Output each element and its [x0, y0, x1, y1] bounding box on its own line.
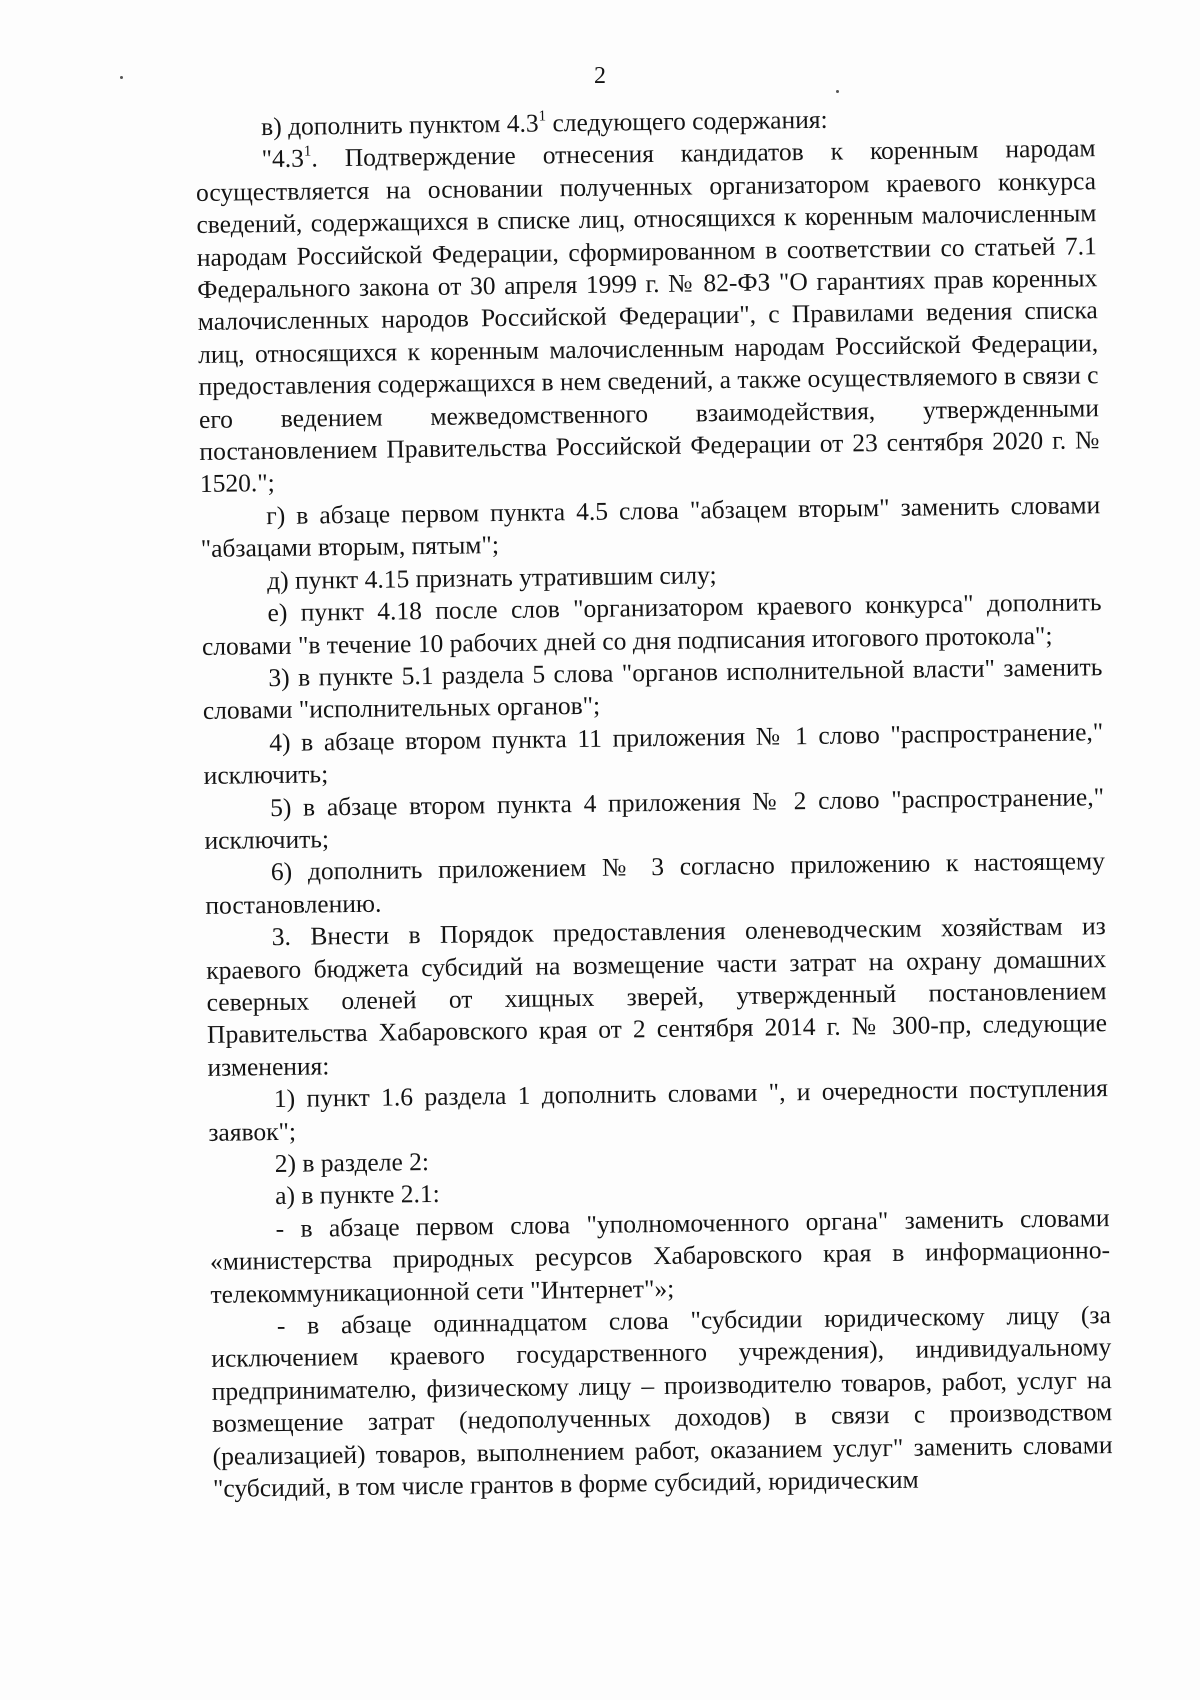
- paragraph-3-2: 2) в разделе 2:: [274, 1147, 430, 1179]
- paragraph-dash-1: - в абзаце первом слова "уполномоченного органа" заменить словами «министерства природных ресурсов Хабаровского края в информационно-телекоммуникационной сети "Интернет"»;: [209, 1202, 1111, 1309]
- scan-speck: [836, 90, 839, 93]
- paragraph-section-3: 3. Внести в Порядок предоставления оленеводческим хозяйствам из краевого бюджета субсидий на возмещение части затрат на охрану домашних северных оленей от хищных зверей, утвержденный постановлением Правительства Хабаровского края от 2 сентября 2014 г. № 300-пр, следующие изменения:: [206, 911, 1108, 1082]
- paragraph-4: 4) в абзаце втором пункта 11 приложения № 1 слово "распространение," исключить;: [203, 716, 1104, 791]
- scan-speck: [120, 76, 123, 79]
- paragraph-d: д) пункт 4.15 признать утратившим силу;: [266, 559, 717, 595]
- page-number: 2: [594, 63, 606, 89]
- superscript: 1: [303, 143, 312, 160]
- paragraph-dash-2: - в абзаце одиннадцатом слова "субсидии юридическому лицу (за исключением краевого государственного учреждения), индивидуальному предпринимателю, физическому лицу – производителю товаров, работ, услуг на возмещение затрат (недополученных доходов) в связи с производством (реализацией) товаров, выполнением работ, оказанием услуг" заменить словами "субсидий, в том числе грантов в форме субсидий, юридическим: [211, 1300, 1113, 1503]
- paragraph-5: 5) в абзаце втором пункта 4 приложения № 2 слово "распространение," исключить;: [204, 781, 1105, 855]
- paragraph-3-2-a: а) в пункте 2.1:: [275, 1179, 440, 1211]
- paragraph-3-1: 1) пункт 1.6 раздела 1 дополнить словами ", и очередности поступления заявок";: [208, 1073, 1109, 1147]
- paragraph-4-3-1: "$4.3^1$. Подтверждение отнесения кандидатов к коренным народам осуществляется на основании полученных организатором краевого конкурса сведений, содержащихся в списке лиц, относящихся к коренным малочисленным народам Российской Федерации, сформированном в соответствии со статьей 7.1 Федерального закона от 30 апреля 1999 г. № 82-ФЗ "О гарантиях прав коренных малочисленных народов Российской Федерации", с Правилами ведения списка лиц, относящихся к коренным малочисленным народам Российской Федерации, предоставления содержащихся в нем сведений, а также осуществляемого в связи с его ведением межведомственного взаимодействия, утвержденными постановлением Правительства Российской Федерации от 23 сентября 2020 г. № 1520.";: [195, 133, 1100, 499]
- paragraph-g: г) в абзаце первом пункта 4.5 слова "абзацем вторым" заменить словами "абзацами вторым, пятым";: [200, 490, 1101, 564]
- superscript: 1: [538, 107, 547, 125]
- paragraph-6: 6) дополнить приложением № 3 согласно приложению к настоящему постановлению.: [205, 846, 1106, 920]
- paragraph-e: е) пункт 4.18 после слов "организатором краевого конкурса" дополнить словами "в течение 10 рабочих дней со дня подписания итогового протокола";: [201, 587, 1102, 661]
- paragraph-3: 3) в пункте 5.1 раздела 5 слова "органов исполнительной власти" заменить словами "исполнительных органов";: [202, 652, 1103, 726]
- document-body: [195, 100, 1113, 1505]
- paragraph-3v: в) дополнить пунктом $4.3^1$ следующего содержания:: [261, 104, 828, 142]
